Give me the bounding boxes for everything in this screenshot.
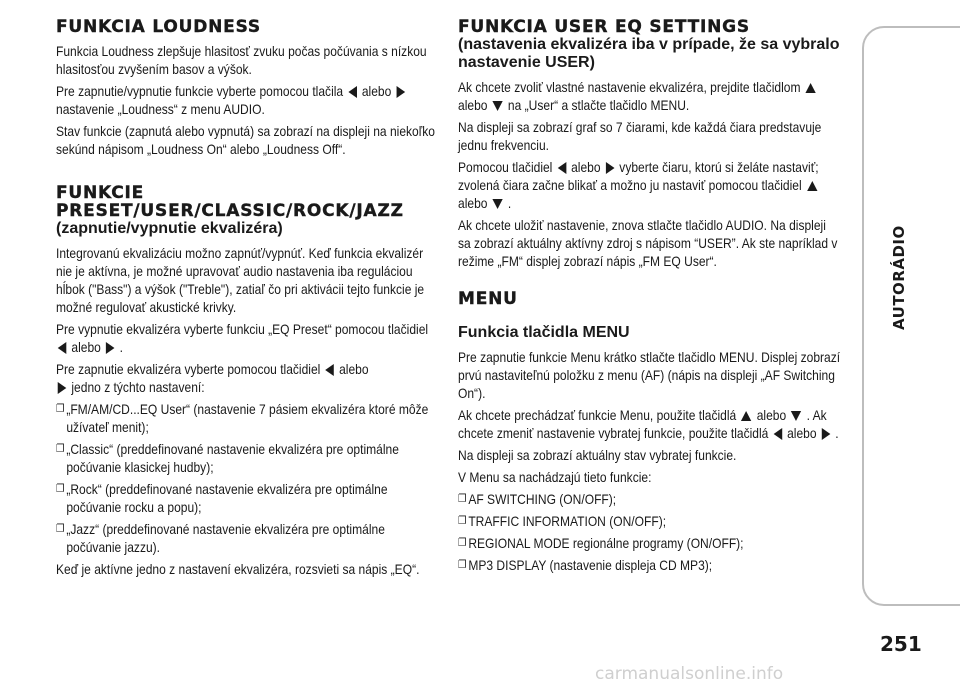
up-arrow-icon	[806, 83, 816, 93]
checkbox-bullet-icon: ❐	[56, 403, 65, 415]
text-fragment: nastavenie „Loudness“ z menu AUDIO.	[56, 101, 265, 117]
preset-subheading: (zapnutie/vypnutie ekvalizéra)	[56, 220, 283, 237]
checkbox-bullet-icon: ❐	[458, 537, 467, 549]
preset-paragraph-1: Integrovanú ekvalizáciu možno zapnúť/vypnúť. Keď funkcia ekvalizér nie je aktívna, je možné upravovať audio nastavenia iba reguláciou hĺbok ("Bass") a výšok ("Treble"), zatiaľ čo pri aktivácii tejto funkcie je možné regulovať akustické krivky.	[56, 245, 425, 315]
text-fragment: alebo	[458, 97, 488, 113]
checkbox-bullet-icon: ❐	[56, 443, 65, 455]
list-item-text: TRAFFIC INFORMATION (ON/OFF);	[468, 513, 667, 529]
user-eq-paragraph-1	[458, 78, 841, 114]
up-arrow-icon	[807, 181, 817, 191]
text-fragment: alebo	[571, 159, 601, 175]
preset-heading-line-1: FUNKCIE	[56, 183, 145, 203]
user-eq-paragraph-3	[458, 158, 841, 212]
right-arrow-icon	[822, 428, 831, 440]
down-arrow-icon	[791, 411, 801, 421]
left-arrow-icon	[325, 364, 334, 376]
right-arrow-icon	[58, 382, 67, 394]
text-fragment: .	[835, 425, 839, 441]
list-item	[458, 490, 841, 508]
list-item-text: AF SWITCHING (ON/OFF);	[468, 491, 617, 507]
text-fragment: vyberte čiaru, ktorú si želáte nastaviť; zvolená čiara začne blikať a možno ju nastaviť pomocou tlačidiel	[458, 159, 819, 193]
list-item	[458, 534, 841, 552]
loudness-paragraph-2	[56, 82, 437, 118]
page-number: 251	[880, 632, 922, 656]
text-fragment: na „User“ a stlačte tlačidlo MENU.	[507, 97, 690, 113]
list-item-text: REGIONAL MODE regionálne programy (ON/OFF);	[468, 535, 744, 551]
preset-paragraph-4: Keď je aktívne jedno z nastavení ekvalizéra, rozsvieti sa nápis „EQ“.	[56, 561, 420, 577]
text-fragment: alebo	[458, 195, 488, 211]
text-fragment: Ak chcete prechádzať funkcie Menu, použite tlačidlá	[458, 407, 737, 423]
list-item-text: „Jazz“ (preddefinované nastavenie ekvalizéra pre optimálne počúvanie jazzu).	[66, 521, 385, 555]
text-fragment: alebo	[787, 425, 817, 441]
text-fragment: alebo	[71, 339, 101, 355]
text-fragment: .	[507, 195, 512, 211]
menu-paragraph-2	[458, 406, 841, 442]
preset-heading-line-2: PRESET/USER/CLASSIC/ROCK/JAZZ	[56, 201, 404, 221]
down-arrow-icon	[493, 199, 503, 209]
left-arrow-icon	[773, 428, 782, 440]
list-item	[458, 512, 841, 530]
section-label: AUTORÁDIO	[890, 225, 908, 330]
list-item-text: „FM/AM/CD...EQ User“ (nastavenie 7 pásiem ekvalizéra ktoré môže užívateľ menit);	[66, 401, 429, 435]
text-fragment: . Ak chcete zmeniť nastavenie vybratej funkcie, použite tlačidlá	[458, 407, 827, 441]
up-arrow-icon	[741, 411, 751, 421]
menu-paragraph-4: V Menu sa nachádzajú tieto funkcie:	[458, 469, 652, 485]
checkbox-bullet-icon: ❐	[56, 523, 65, 535]
loudness-heading: FUNKCIA LOUDNESS	[56, 17, 261, 37]
list-item	[458, 556, 841, 574]
text-fragment: .	[119, 339, 123, 355]
list-item	[56, 520, 437, 556]
text-fragment: alebo	[756, 407, 787, 423]
down-arrow-icon	[493, 101, 503, 111]
right-arrow-icon	[396, 86, 405, 98]
text-fragment: Pre vypnutie ekvalizéra vyberte funkciu „EQ Preset“ pomocou tlačidiel	[56, 321, 429, 337]
list-item-text: MP3 DISPLAY (nastavenie displeja CD MP3);	[468, 557, 713, 573]
checkbox-bullet-icon: ❐	[458, 559, 467, 571]
user-eq-heading: FUNKCIA USER EQ SETTINGS	[458, 17, 750, 37]
text-fragment: alebo	[339, 361, 369, 377]
user-eq-paragraph-2: Na displeji sa zobrazí graf so 7 čiarami, kde každá čiara predstavuje jednu frekvenciu.	[458, 119, 822, 153]
list-item-text: „Rock“ (preddefinované nastavenie ekvalizéra pre optimálne počúvanie rocku a popu);	[66, 481, 388, 515]
text-fragment: Pomocou tlačidiel	[458, 159, 553, 175]
checkbox-bullet-icon: ❐	[458, 493, 467, 505]
left-arrow-icon	[557, 162, 566, 174]
preset-paragraph-3	[56, 360, 437, 396]
list-item-text: „Classic“ (preddefinované nastavenie ekvalizéra pre optimálne počúvanie klasickej hudby);	[66, 441, 399, 475]
menu-paragraph-1: Pre zapnutie funkcie Menu krátko stlačte tlačidlo MENU. Displej zobrazí prvú nastaviteľnú položku z menu (AF) (nápis na displeji „AF Switching On“).	[458, 349, 841, 401]
left-arrow-icon	[58, 342, 67, 354]
user-eq-subheading: (nastavenia ekvalizéra iba v prípade, že sa vybralo nastavenie USER)	[458, 36, 840, 71]
section-side-tab	[862, 26, 960, 606]
text-fragment: alebo	[361, 83, 392, 99]
loudness-paragraph-3: Stav funkcie (zapnutá alebo vypnutá) sa zobrazí na displeji na niekoľko sekúnd nápisom „Loudness On“ alebo „Loudness Off“.	[56, 123, 435, 157]
text-fragment: Pre zapnutie/vypnutie funkcie vyberte pomocou tlačila	[56, 83, 344, 99]
left-arrow-icon	[348, 86, 357, 98]
user-eq-paragraph-4: Ak chcete uložiť nastavenie, znova stlačte tlačidlo AUDIO. Na displeji sa zobrazí aktuálny aktívny zdroj s nápisom “USER”. Ak ste napríklad v režime „FM“ displej zobrazí nápis „FM EQ User“.	[458, 217, 838, 269]
text-fragment: jedno z týchto nastavení:	[71, 379, 205, 395]
watermark: carmanualsonline.info	[595, 664, 784, 684]
list-item	[56, 400, 437, 436]
checkbox-bullet-icon: ❐	[458, 515, 467, 527]
menu-heading: MENU	[458, 289, 518, 309]
list-item	[56, 480, 437, 516]
checkbox-bullet-icon: ❐	[56, 483, 65, 495]
text-fragment: Pre zapnutie ekvalizéra vyberte pomocou tlačidiel	[56, 361, 321, 377]
text-fragment: Ak chcete zvoliť vlastné nastavenie ekvalizéra, prejdite tlačidlom	[458, 79, 801, 95]
menu-subheading: Funkcia tlačidla MENU	[458, 324, 630, 341]
right-arrow-icon	[106, 342, 115, 354]
preset-paragraph-2	[56, 320, 437, 356]
list-item	[56, 440, 437, 476]
right-arrow-icon	[606, 162, 615, 174]
menu-paragraph-3: Na displeji sa zobrazí aktuálny stav vybratej funkcie.	[458, 447, 737, 463]
loudness-paragraph-1: Funkcia Loudness zlepšuje hlasitosť zvuku počas počúvania s nízkou hlasitosťou zvyšením basov a výšok.	[56, 43, 427, 77]
left-column	[56, 18, 438, 582]
right-column	[458, 18, 842, 578]
